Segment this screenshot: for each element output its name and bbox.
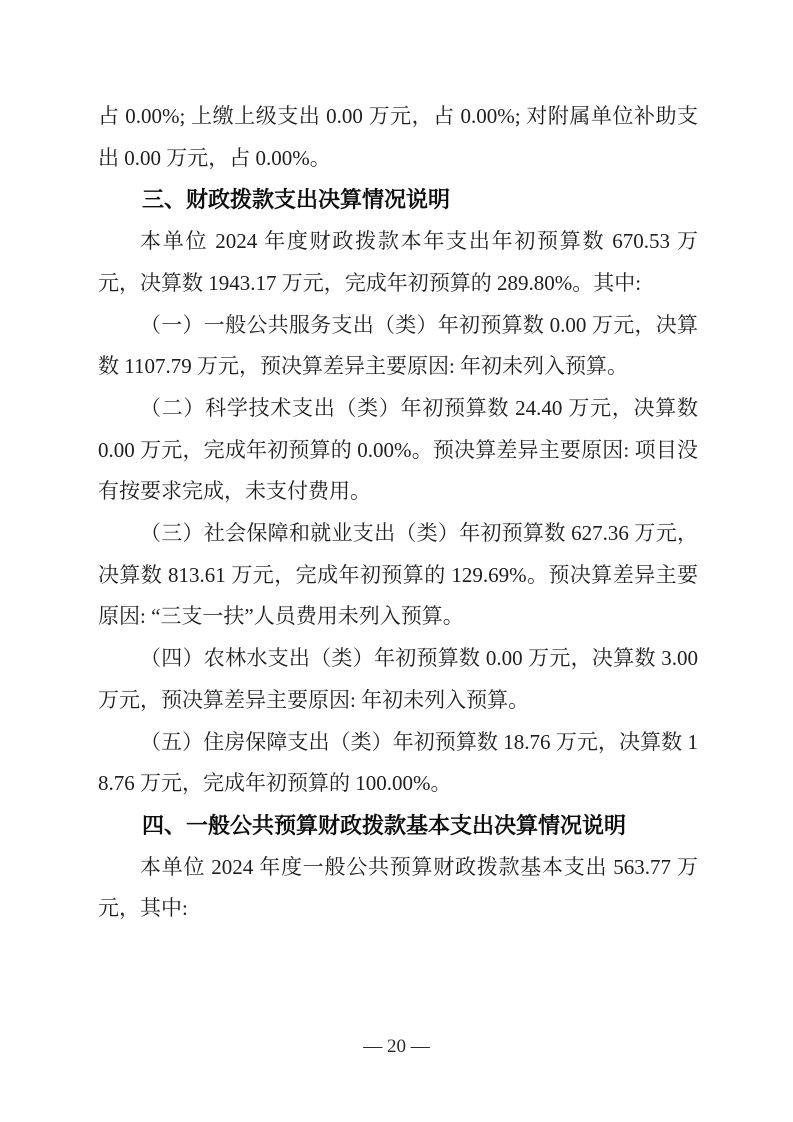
page-number: — 20 — <box>363 1036 430 1057</box>
paragraph-item-3-social-security-employment: （三）社会保障和就业支出（类）年初预算数 627.36 万元，决算数 813.61 万元，完成年初预算的 129.69%。预决算差异主要原因: “三支一扶”人员费用未列入预算。 <box>98 521 698 629</box>
paragraph-item-4-agriculture-forestry-water: （四）农林水支出（类）年初预算数 0.00 万元，决算数 3.00 万元，预决算差异主要原因: 年初未列入预算。 <box>98 646 698 712</box>
paragraph-item-5-housing-security: （五）住房保障支出（类）年初预算数 18.76 万元，决算数 18.76 万元，完成年初预算的 100.00%。 <box>98 729 698 796</box>
paragraph-section3-intro-totals: 本单位 2024 年度财政拨款本年支出年初预算数 670.53 万元，决算数 1943.17 万元，完成年初预算的 289.80%。其中: <box>98 229 698 295</box>
paragraph-item-1-general-public-services: （一）一般公共服务支出（类）年初预算数 0.00 万元，决算数 1107.79 万元，预决算差异主要原因: 年初未列入预算。 <box>98 312 698 379</box>
paragraph-section4-intro-basic-expenditure: 本单位 2024 年度一般公共预算财政拨款基本支出 563.77 万元，其中: <box>98 854 698 921</box>
document-body <box>98 96 698 930</box>
paragraph-carryover-expenditure-percentages: 占 0.00%; 上缴上级支出 0.00 万元，占 0.00%; 对附属单位补助支出 0.00 万元，占 0.00%。 <box>98 104 698 170</box>
paragraph-item-2-science-technology: （二）科学技术支出（类）年初预算数 24.40 万元，决算数 0.00 万元，完成年初预算的 0.00%。预决算差异主要原因: 项目没有按要求完成，未支付费用。 <box>98 395 698 504</box>
heading-section-4-basic-expenditure: 四、一般公共预算财政拨款基本支出决算情况说明 <box>142 812 627 838</box>
heading-section-3-fiscal-appropriation-expenditure: 三、财政拨款支出决算情况说明 <box>142 187 451 213</box>
